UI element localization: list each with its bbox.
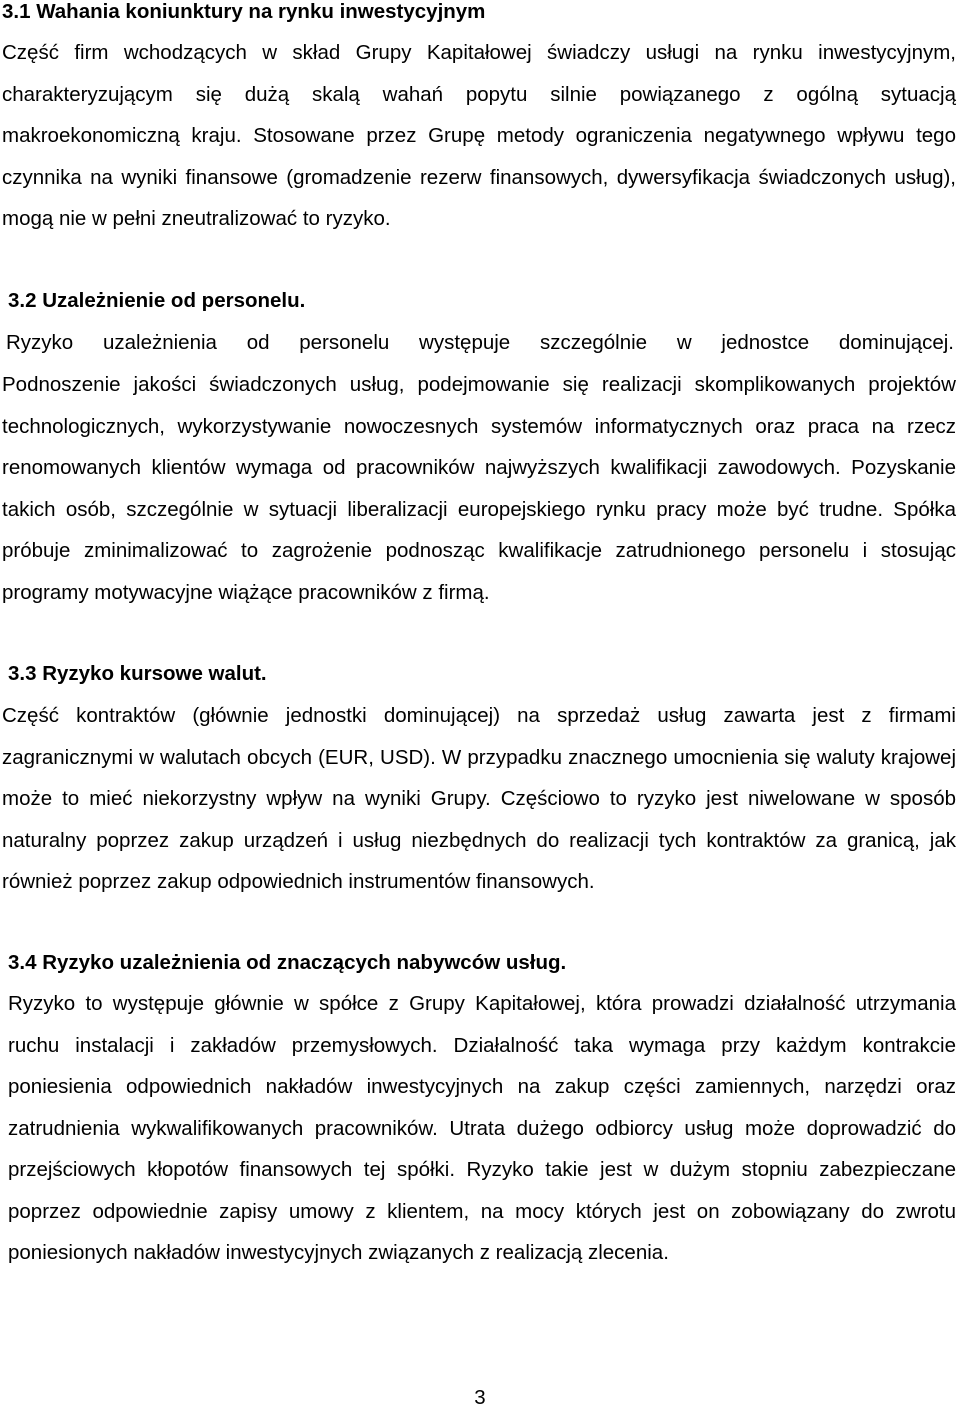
section-body-3-2: Podnoszenie jakości świadczonych usług, podejmowanie się realizacji skomplikowanych projektów technologicznych, wykorzystywanie nowoczesnych systemów informatycznych oraz praca na rzecz renomowanych klientów wymaga od pracowników najwyższych kwalifikacji zawodowych. Pozyskanie takich osób, szczególnie w sytuacji liberalizacji europejskiego rynku pracy może być trudne. Spółka próbuje zminimalizować to zagrożenie podnosząc kwalifikacje zatrudnionego personelu i stosując programy motywacyjne wiążące pracowników z firmą. [2,373,956,604]
section-body-3-2-lead: Ryzyko uzależnienia od personelu występuje szczególnie w jednostce dominującej. [6,331,954,354]
section-heading-3-3: 3.3 Ryzyko kursowe walut. [8,662,267,685]
section-heading-3-4: 3.4 Ryzyko uzależnienia od znaczących nabywców usług. [8,951,567,974]
section-body-3-1: Część firm wchodzących w skład Grupy Kapitałowej świadczy usługi na rynku inwestycyjnym, charakteryzującym się dużą skalą wahań popytu silnie powiązanego z ogólną sytuacją makroekonomiczną kraju. Stosowane przez Grupę metody ograniczenia negatywnego wpływu tego czynnika na wyniki finansowe (gromadzenie rezerw finansowych, dywersyfikacja świadczonych usług), mogą nie w pełni zneutralizować to ryzyko. [2,41,956,230]
section-body-3-4: Ryzyko to występuje głównie w spółce z Grupy Kapitałowej, która prowadzi działalność utrzymania ruchu instalacji i zakładów przemysłowych. Działalność taka wymaga przy każdym kontrakcie poniesienia odpowiednich nakładów inwestycyjnych na zakup części zamiennych, narzędzi oraz zatrudnienia wykwalifikowanych pracowników. Utrata dużego odbiorcy usług może doprowadzić do przejściowych kłopotów finansowych tej spółki. Ryzyko takie jest w dużym stopniu zabezpieczane poprzez odpowiednie zapisy umowy z klientem, na mocy których jest on zobowiązany do zwrotu poniesionych nakładów inwestycyjnych związanych z realizacją zlecenia. [8,992,956,1264]
page-number: 3 [474,1386,486,1409]
section-heading-3-2: 3.2 Uzależnienie od personelu. [8,289,306,312]
section-heading-3-1: 3.1 Wahania koniunktury na rynku inwestycyjnym [2,0,486,23]
section-body-3-3: Część kontraktów (głównie jednostki dominującej) na sprzedaż usług zawarta jest z firmami zagranicznymi w walutach obcych (EUR, USD). W przypadku znacznego umocnienia się waluty krajowej może to mieć niekorzystny wpływ na wyniki Grupy. Częściowo to ryzyko jest niwelowane w sposób naturalny poprzez zakup urządzeń i usług niezbędnych do realizacji tych kontraktów za granicą, jak również poprzez zakup odpowiednich instrumentów finansowych. [2,704,956,893]
